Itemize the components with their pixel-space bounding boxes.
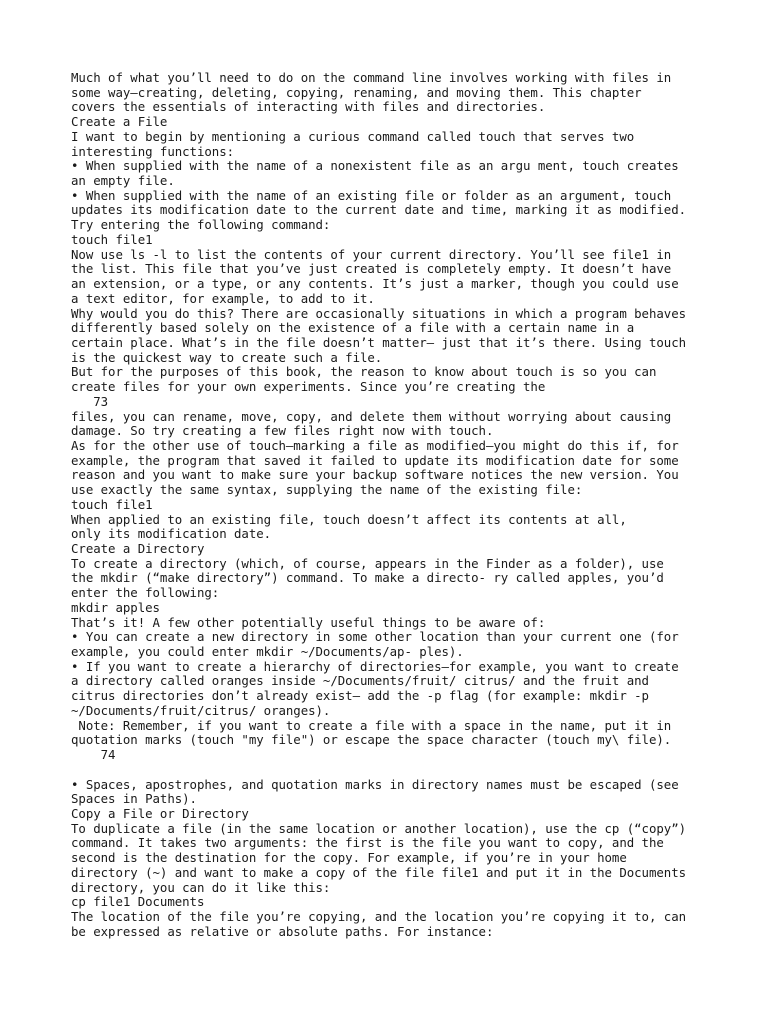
text-line: the list. This file that you’ve just created is completely empty. It doesn’t have [71,261,672,277]
text-line: is the quickest way to create such a file. [71,349,383,365]
text-line: • When supplied with the name of a nonexistent file as an argu ment, touch creates [71,158,679,174]
text-line: • Spaces, apostrophes, and quotation marks in directory names must be escaped (see [71,776,679,792]
text-line: cp file1 Documents [71,894,205,910]
text-line: citrus directories don’t already exist— add the -p flag (for example: mkdir -p [71,688,649,704]
text-line: enter the following: [71,585,220,601]
text-line: only its modification date. [71,526,272,542]
text-line: interesting functions: [71,143,235,159]
text-line: Create a Directory [71,541,205,556]
text-line: some way—creating, deleting, copying, renaming, and moving them. This chapter [71,84,642,100]
text-line: certain place. What’s in the file doesn’t matter— just that it’s there. Using touch [71,334,687,350]
text-line: an extension, or a type, or any contents. It’s just a marker, though you could use [71,276,679,292]
text-line: Copy a File or Directory [71,805,249,821]
text-line: the mkdir (“make directory”) command. To make a directo- ry called apples, you’d [71,570,664,586]
text-line: create files for your own experiments. Since you’re creating the [71,379,546,395]
text-line: use exactly the same syntax, supplying the name of the existing file: [71,482,583,498]
text-line: be expressed as relative or absolute paths. For instance: [71,923,494,939]
text-line: Much of what you’ll need to do on the command line involves working with files in [71,70,672,85]
text-line: To duplicate a file (in the same location or another location), use the cp (“copy”) [71,820,687,836]
text-line: damage. So try creating a few files right now with touch. [71,423,494,439]
text-line: 74 [71,747,116,763]
text-line: differently based solely on the existence of a file with a certain name in a [71,320,635,336]
text-line: files, you can rename, move, copy, and delete them without worrying about causing [71,408,672,424]
text-line: directory (~) and want to make a copy of the file file1 and put it in the Documents [71,864,687,880]
text-line: touch file1 [71,231,153,247]
text-line [71,763,711,778]
text-line: a directory called oranges inside ~/Documents/fruit/ citrus/ and the fruit and [71,673,649,689]
text-line: quotation marks (touch "my file") or escape the space character (touch my\ file). [71,732,672,748]
text-line: But for the purposes of this book, the reason to know about touch is so you can [71,364,657,380]
text-line: reason and you want to make sure your backup software notices the new version. You [71,467,679,483]
body-text [71,71,711,939]
text-line: When applied to an existing file, touch doesn’t affect its contents at all, [71,511,627,527]
text-line: That’s it! A few other potentially useful things to be aware of: [71,614,546,630]
text-line: Try entering the following command: [71,217,331,233]
text-line: • You can create a new directory in some other location than your current one (for [71,629,679,645]
text-line: • When supplied with the name of an existing file or folder as an argument, touch [71,187,672,203]
text-line: Now use ls -l to list the contents of your current directory. You’ll see file1 in [71,246,672,262]
text-line: Note: Remember, if you want to create a file with a space in the name, put it in [71,717,672,733]
text-line: an empty file. [71,173,175,189]
text-line: 73 [71,393,109,409]
text-line: Spaces in Paths). [71,791,197,807]
text-line: Why would you do this? There are occasionally situations in which a program behaves [71,305,687,321]
text-line: • If you want to create a hierarchy of directories—for example, you want to create [71,658,679,674]
text-line: command. It takes two arguments: the first is the file you want to copy, and the [71,835,664,851]
text-line: To create a directory (which, of course, appears in the Finder as a folder), use [71,555,664,571]
text-line: ~/Documents/fruit/citrus/ oranges). [71,702,331,718]
text-line: The location of the file you’re copying, and the location you’re copying it to, can [71,908,687,924]
text-line: touch file1 [71,496,153,512]
text-line: Create a File [71,114,168,130]
text-line: directory, you can do it like this: [71,879,331,895]
text-line: example, you could enter mkdir ~/Documents/ap- ples). [71,644,464,660]
text-line: example, the program that saved it failed to update its modification date for some [71,452,679,468]
text-line: I want to begin by mentioning a curious command called touch that serves two [71,128,635,144]
text-line: a text editor, for example, to add to it. [71,290,375,306]
text-line: second is the destination for the copy. For example, if you’re in your home [71,850,627,866]
text-line: updates its modification date to the current date and time, marking it as modified. [71,202,687,218]
text-line: mkdir apples [71,599,160,615]
text-line: As for the other use of touch—marking a file as modified—you might do this if, for [71,437,679,453]
text-line: covers the essentials of interacting with files and directories. [71,99,546,115]
